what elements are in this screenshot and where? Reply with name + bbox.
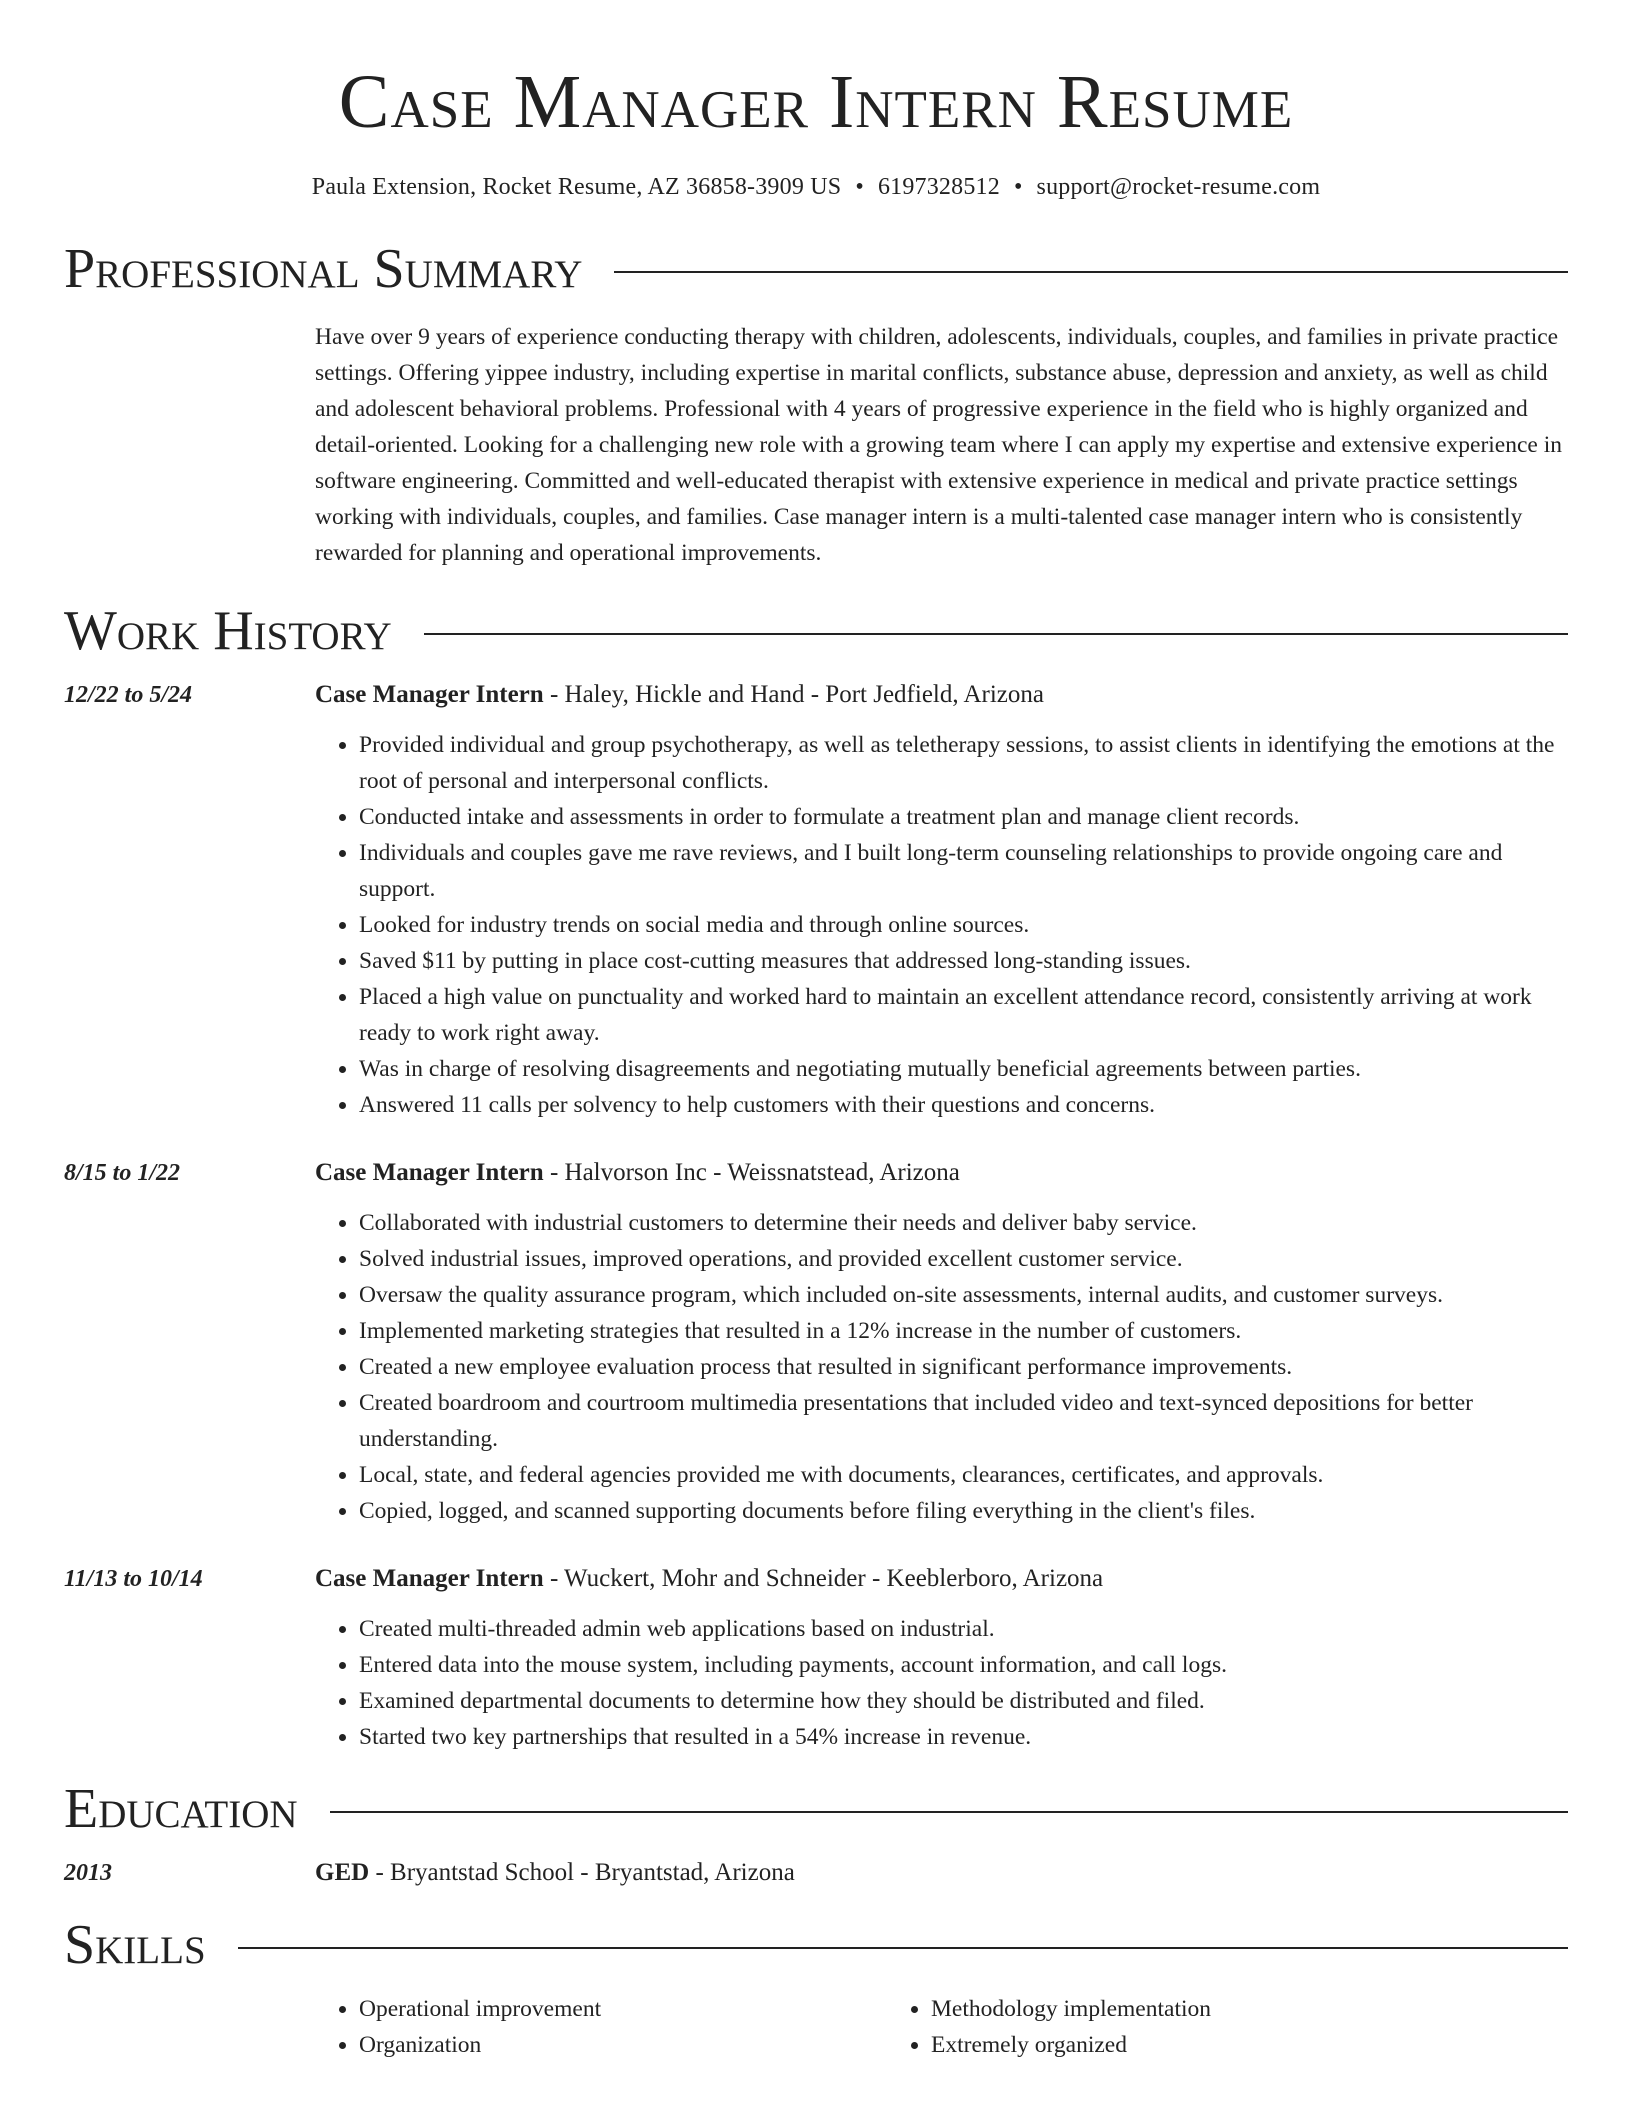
job-bullet: • Created multi-threaded admin web applications based on industrial. <box>359 1611 1568 1647</box>
job-title-line <box>315 677 1568 713</box>
job-bullet: • Examined departmental documents to determine how they should be distributed and filed. <box>359 1683 1568 1719</box>
job-entry <box>64 1561 1568 1755</box>
skill-item: • Operational improvement <box>359 1991 887 2027</box>
job-bullet: • Oversaw the quality assurance program, which included on-site assessments, internal audits, and customer surveys. <box>359 1277 1568 1313</box>
skills-section <box>64 1973 1568 2063</box>
education-entry <box>64 1855 1568 1891</box>
job-details: - Wuckert, Mohr and Schneider - Keeblerboro, Arizona <box>543 1565 1104 1592</box>
education-details: - Bryantstad School - Bryantstad, Arizona <box>369 1859 795 1886</box>
document-title: Case Manager Intern Resume <box>338 60 1294 144</box>
job-bullet: • Placed a high value on punctuality and worked hard to maintain an excellent attendance record, consistently arriving at work ready to work right away. <box>359 979 1568 1051</box>
summary-section <box>64 319 1568 571</box>
job-bullet: • Collaborated with industrial customers to determine their needs and deliver baby service. <box>359 1205 1568 1241</box>
job-dates: 8/15 to 1/22 <box>64 1160 181 1186</box>
job-bullet: • Was in charge of resolving disagreements and negotiating mutually beneficial agreements between parties. <box>359 1051 1568 1087</box>
job-title-line <box>315 1155 1568 1191</box>
contact-phone: 6197328512 <box>877 174 1000 200</box>
job-bullet-list <box>315 1205 1568 1529</box>
left-gutter <box>64 319 315 571</box>
education-degree: GED <box>315 1859 370 1886</box>
section-divider <box>614 271 1568 273</box>
job-bullet: • Answered 11 calls per solvency to help customers with their questions and concerns. <box>359 1087 1568 1123</box>
job-bullet: • Implemented marketing strategies that resulted in a 12% increase in the number of customers. <box>359 1313 1568 1349</box>
job-bullet: • Entered data into the mouse system, including payments, account information, and call logs. <box>359 1647 1568 1683</box>
job-title-line <box>315 1561 1568 1597</box>
job-entry <box>64 677 1568 1123</box>
skills-list-right <box>887 1991 1459 2063</box>
contact-line <box>64 174 1568 201</box>
summary-text: Have over 9 years of experience conducting therapy with children, adolescents, individuals, couples, and families in private practice settings. Offering yippee industry, including expertise in marital conflicts, substance abuse, depression and anxiety, as well as child and adolescent behavioral problems. Professional with 4 years of progressive experience in the field who is highly organized and detail-oriented. Looking for a challenging new role with a growing team where I can apply my expertise and extensive experience in software engineering. Committed and well-educated therapist with extensive experience in medical and private practice settings working with individuals, couples, and families. Case manager intern is a multi-talented case manager intern who is consistently rewarded for planning and operational improvements. <box>315 324 1562 566</box>
contact-address: Paula Extension, Rocket Resume, AZ 36858-3909 US <box>311 174 842 200</box>
job-bullet: • Created a new employee evaluation process that resulted in significant performance improvements. <box>359 1349 1568 1385</box>
contact-separator: • <box>855 174 864 200</box>
job-details: - Haley, Hickle and Hand - Port Jedfield, Arizona <box>543 681 1044 708</box>
section-divider <box>424 633 1568 635</box>
job-details: - Halvorson Inc - Weissnatstead, Arizona <box>543 1159 960 1186</box>
job-bullet: • Individuals and couples gave me rave reviews, and I built long-term counseling relationships to provide ongoing care and support. <box>359 835 1568 907</box>
job-role: Case Manager Intern <box>315 681 544 708</box>
education-heading: Education <box>64 1778 298 1840</box>
skill-item: • Organization <box>359 2027 887 2063</box>
contact-separator: • <box>1013 174 1023 200</box>
left-gutter <box>64 1973 315 2063</box>
job-role: Case Manager Intern <box>315 1159 544 1186</box>
skills-grid <box>315 1991 1568 2063</box>
education-line <box>315 1855 1568 1891</box>
job-bullet: • Copied, logged, and scanned supporting documents before filing everything in the client's files. <box>359 1493 1568 1529</box>
job-bullet: • Looked for industry trends on social media and through online sources. <box>359 907 1568 943</box>
job-bullet: • Local, state, and federal agencies provided me with documents, clearances, certificates, and approvals. <box>359 1457 1568 1493</box>
job-bullet: • Provided individual and group psychotherapy, as well as teletherapy sessions, to assist clients in identifying the emotions at the root of personal and interpersonal conflicts. <box>359 727 1568 799</box>
contact-email: support@rocket-resume.com <box>1036 174 1321 200</box>
education-section-header <box>64 1778 1568 1840</box>
summary-heading: Professional Summary <box>64 238 583 300</box>
summary-section-header <box>64 238 1568 300</box>
skills-section-header <box>64 1914 1568 1976</box>
job-bullet: • Saved $11 by putting in place cost-cutting measures that addressed long-standing issues. <box>359 943 1568 979</box>
skill-item: • Extremely organized <box>931 2027 1459 2063</box>
job-dates: 12/22 to 5/24 <box>64 682 193 708</box>
job-bullet: • Created boardroom and courtroom multimedia presentations that included video and text-synced depositions for better understanding. <box>359 1385 1568 1457</box>
job-entry <box>64 1155 1568 1529</box>
section-divider <box>238 1947 1568 1949</box>
job-bullet-list <box>315 1611 1568 1755</box>
job-role: Case Manager Intern <box>315 1565 544 1592</box>
job-bullet: • Solved industrial issues, improved operations, and provided excellent customer service. <box>359 1241 1568 1277</box>
job-bullet-list <box>315 727 1568 1123</box>
job-dates: 11/13 to 10/14 <box>64 1566 203 1592</box>
work-heading: Work History <box>64 600 392 662</box>
skills-heading: Skills <box>64 1914 206 1976</box>
job-bullet: • Conducted intake and assessments in order to formulate a treatment plan and manage client records. <box>359 799 1568 835</box>
job-bullet: • Started two key partnerships that resulted in a 54% increase in revenue. <box>359 1719 1568 1755</box>
education-year: 2013 <box>64 1860 112 1886</box>
section-divider <box>330 1811 1568 1813</box>
work-section-header <box>64 600 1568 662</box>
skill-item: • Methodology implementation <box>931 1991 1459 2027</box>
skills-list-left <box>315 1991 887 2063</box>
